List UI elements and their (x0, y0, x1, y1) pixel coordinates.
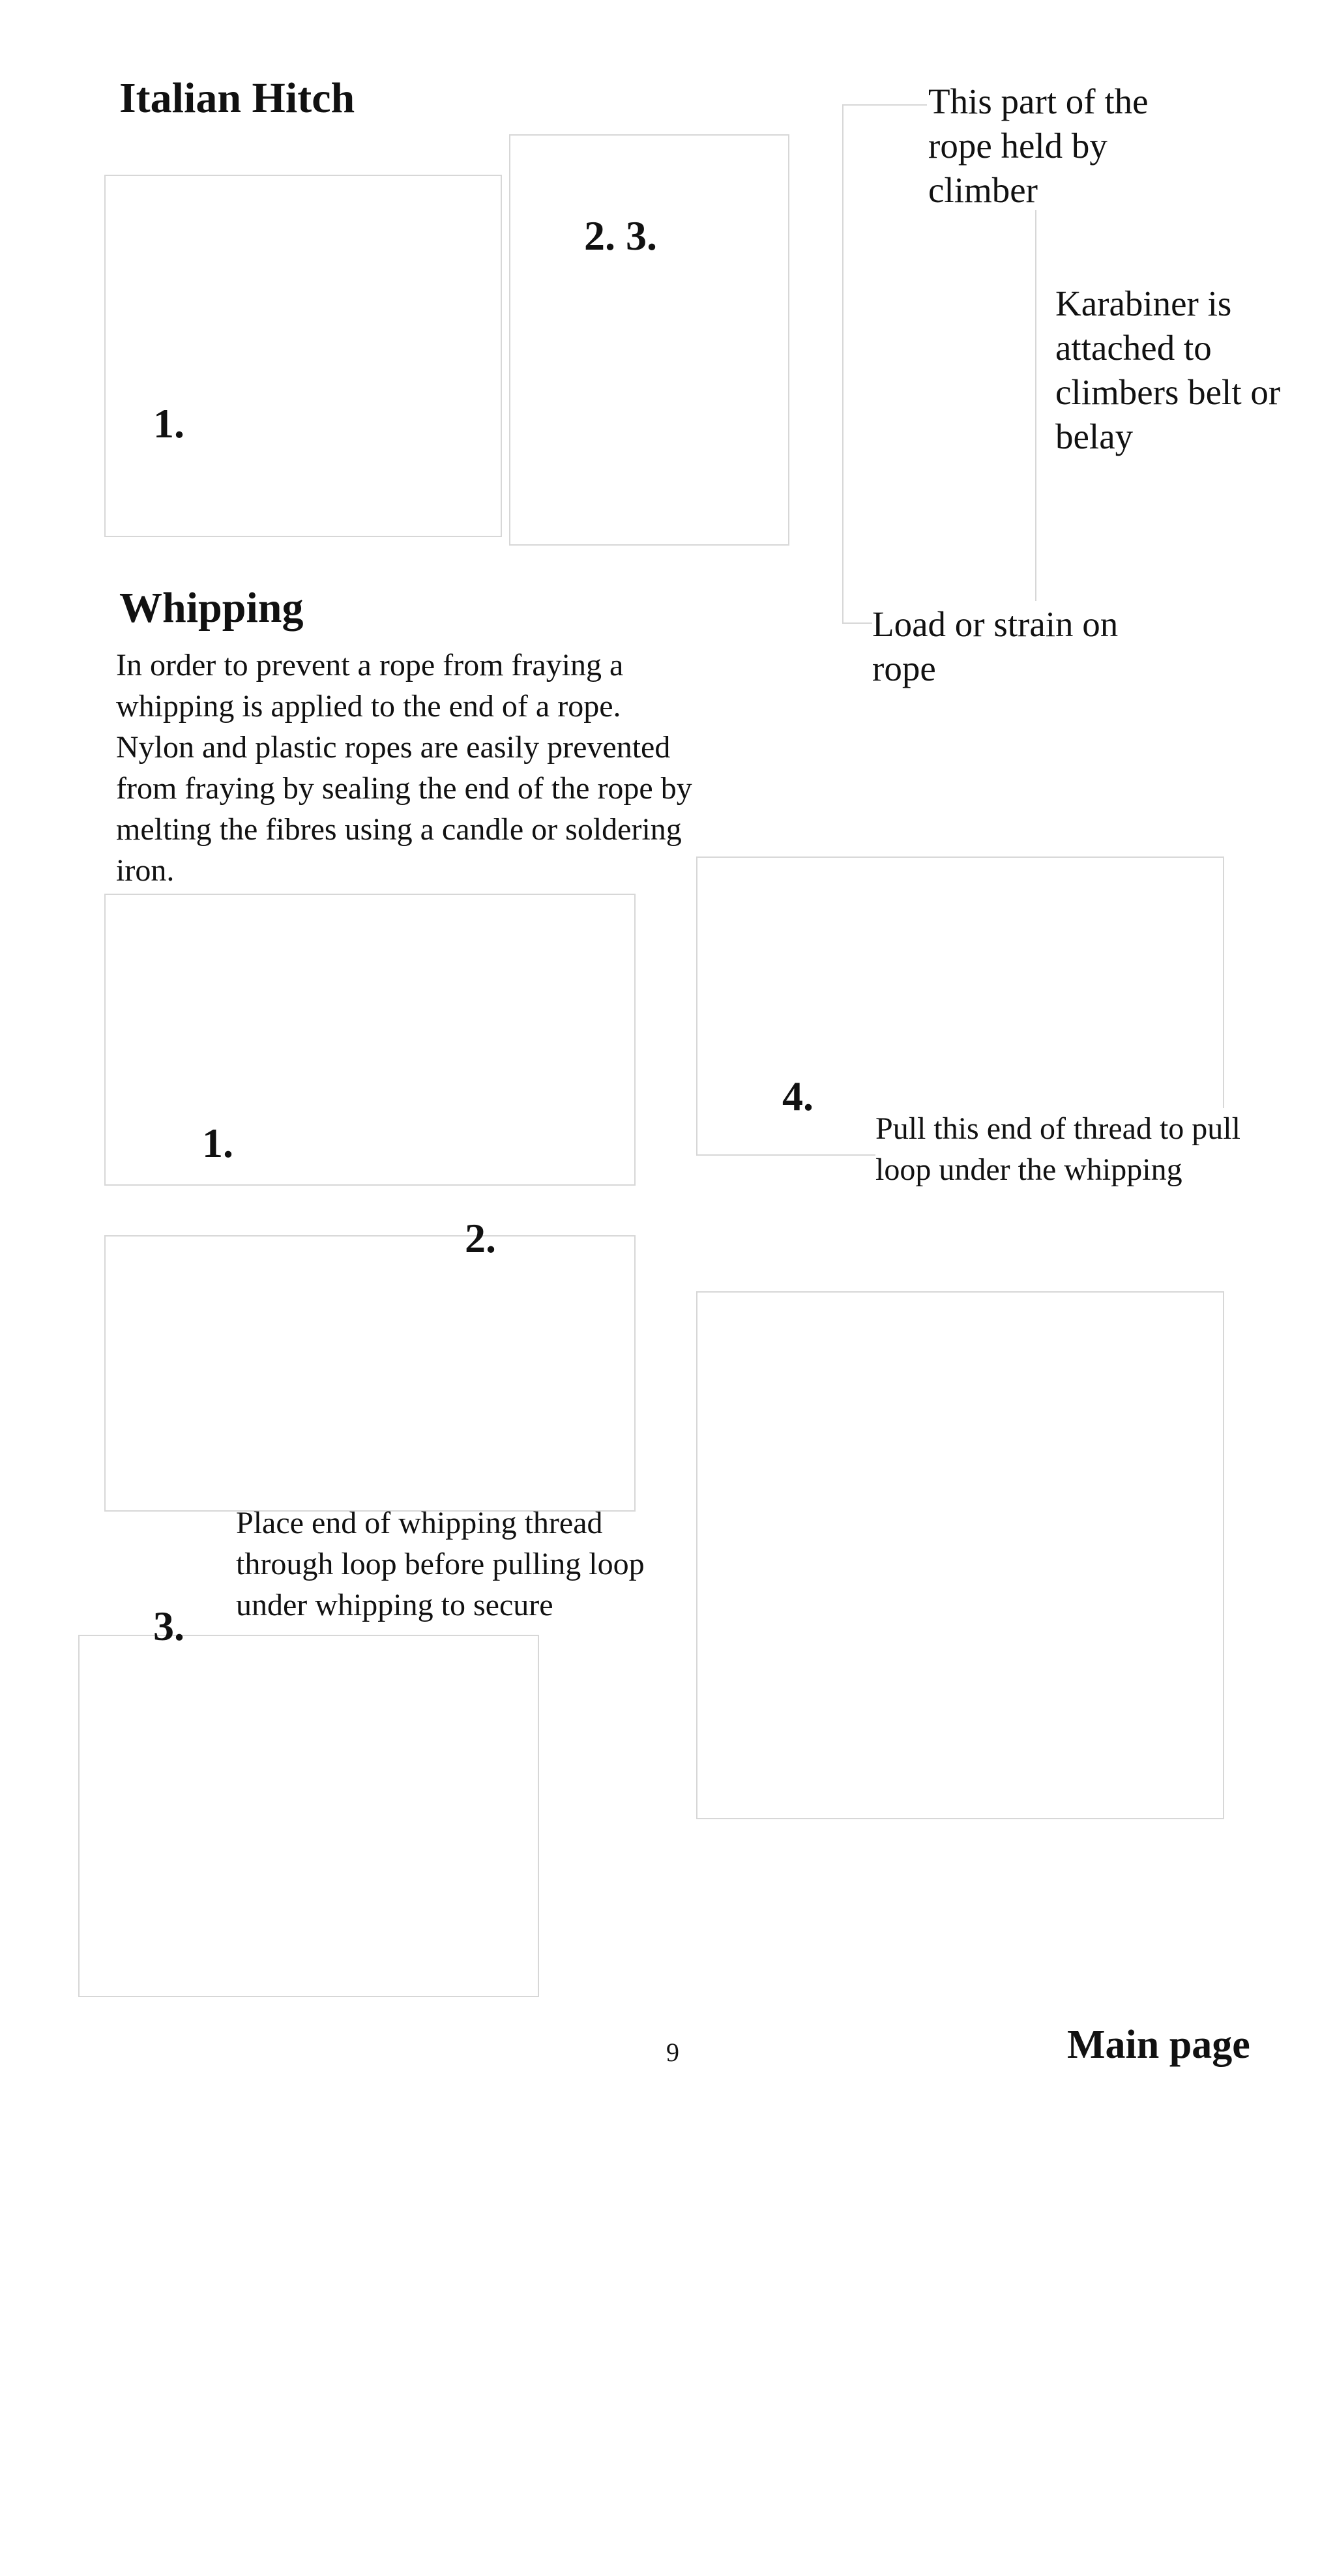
whipping-title: Whipping (119, 584, 304, 632)
annotation-rope-held: This part of the rope held by climber (928, 81, 1149, 210)
italian-hitch-step-1-label: 1. (153, 400, 184, 446)
italian-hitch-step-2-3-label: 2. 3. (584, 212, 657, 259)
whipping-figure-1 (104, 894, 636, 1186)
load-leader-bottom (842, 622, 872, 624)
whipping-intro-text: In order to prevent a rope from fraying a whipping is applied to the end of a rope. Nylon and plastic ropes are easily prevented from fraying by sealing the end of the rope by melting the fibres using a candle or soldering iron. (116, 648, 692, 888)
annotation-load: Load or strain on rope (872, 604, 1119, 688)
main-page-link[interactable]: Main page (1067, 2023, 1250, 2067)
annotation-karabiner: Karabiner is attached to climbers belt or belay (1055, 284, 1281, 456)
whipping-figure-2 (104, 1235, 636, 1512)
caption-pull-end: Pull this end of thread to pull loop under the whipping (875, 1108, 1293, 1190)
italian-hitch-figure-2-3 (509, 134, 789, 546)
whipping-step-4-label: 4. (782, 1073, 814, 1119)
whipping-step-2-label: 2. (465, 1215, 496, 1261)
caption-place-end: Place end of whipping thread through loop before pulling loop under whipping to secure (236, 1506, 645, 1622)
whipping-step-3-label: 3. (153, 1603, 184, 1649)
rope-held-leader-top (842, 104, 927, 106)
page-number: 9 (666, 2038, 679, 2067)
whipping-figure-5 (696, 1291, 1224, 1819)
whipping-step-1-label: 1. (202, 1120, 233, 1166)
italian-hitch-figure-1 (104, 175, 502, 537)
italian-hitch-title: Italian Hitch (119, 74, 355, 122)
karabiner-leader-line (1035, 210, 1036, 601)
rope-held-leader-line (842, 104, 844, 624)
whipping-figure-3 (78, 1635, 539, 1997)
